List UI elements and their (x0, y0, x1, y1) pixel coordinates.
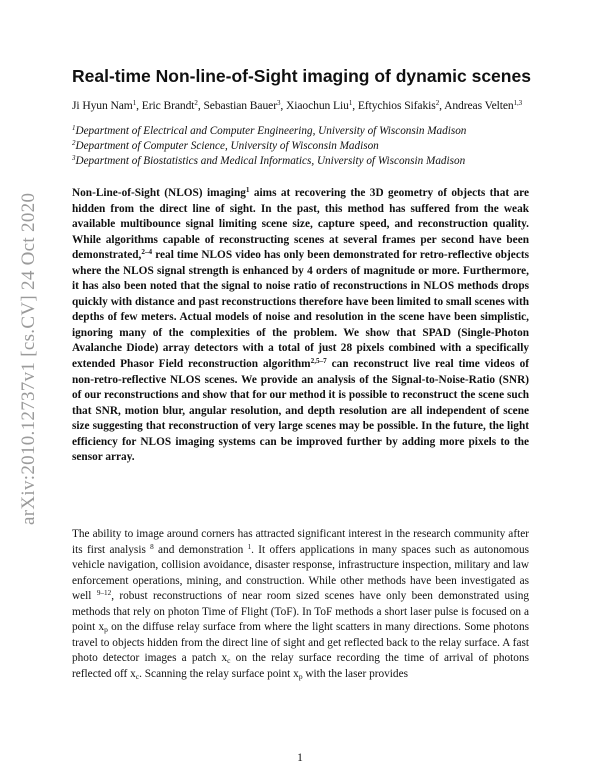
citation-ref: 2,5–7 (310, 357, 327, 366)
author-affiliation-mark: 2 (194, 99, 198, 107)
math-subscript: c (135, 671, 140, 681)
arxiv-identifier-stamp (18, 192, 40, 525)
author-name: Eric Brandt (141, 99, 195, 112)
citation-ref: 2–4 (141, 248, 153, 257)
author-name: Ji Hyun Nam (72, 99, 133, 112)
paper-title: Real-time Non-line-of-Sight imaging of dynamic scenes (72, 66, 531, 86)
affiliation-text: Department of Computer Science, University of Wisconsin Madison (75, 140, 379, 152)
author-name: Andreas Velten (444, 99, 514, 112)
author-list: Ji Hyun Nam$^1$, Eric Brandt$^2$, Sebastian Bauer$^3$, Xiaochun Liu$^1$, Eftychios Sifakis$^2$, Andreas Velten$^{1,3}$ (72, 99, 523, 112)
math-subscript: c (227, 656, 231, 666)
affiliation-line (72, 155, 465, 167)
citation-ref: 1 (245, 186, 250, 194)
abstract-paragraph: Non-Line-of-Sight (NLOS) imaging$^1$ aims at recovering the 3D geometry of objects that are hidden from the direct line of sight. In the past, this method has suffered from the weak available multibounce signal limiting scene size, capture speed, and reconstruction quality. While algorithms capable of reconstructing scenes at several frames per second have been demonstrated,$^{2-4}$ real time NLOS video has only been demonstrated for retro-reflective objects where the NLOS signal strength is enhanced by 4 orders of magnitude or more. Furthermore, it has also been noted that the signal to noise ratio of reconstructions in NLOS methods drops quickly with distance and past reconstructions therefore have been limited to small scenes with depths of few meters. Actual models of noise and resolution in the scene have been simplistic, ignoring many of the complexities of the problem. We show that SPAD (Single-Photon Avalanche Diode) array detectors with a total of just 28 pixels combined with a specifically extended Phasor Field reconstruction algorithm$^{2,5-7}$ can reconstruct live real time videos of non-retro-reflective NLOS scenes. We provide an analysis of the Signal-to-Noise-Ratio (SNR) of our reconstructions and show that for our method it is possible to reconstruct the scene such that SNR, motion blur, angular resolution, and depth resolution are all independent of scene size suggesting that reconstruction of very large scenes may be possible. In the future, the light efficiency for NLOS imaging systems can be improved further by adding more pixels to the sensor array. (72, 186, 529, 464)
affiliation-line (72, 125, 466, 137)
math-subscript: p (298, 671, 303, 681)
author-affiliation-mark: 1 (348, 99, 353, 107)
abstract (72, 186, 529, 466)
citation-ref: 9–12 (96, 589, 112, 598)
author-name: Sebastian Bauer (203, 99, 277, 112)
author-affiliation-mark: 3 (276, 99, 281, 107)
author-name: Eftychios Sifakis (357, 99, 436, 112)
arxiv-identifier-text: arXiv:2010.12737v1 [cs.CV] 24 Oct 2020 (18, 192, 39, 525)
page-number: 1 (297, 752, 303, 764)
author-affiliation-mark: 1 (132, 99, 137, 107)
affiliation-number: 2 (72, 139, 76, 147)
citation-ref: 8 (150, 542, 154, 551)
affiliation-line (72, 140, 379, 152)
affiliation-text: Department of Electrical and Computer Engineering, University of Wisconsin Madison (75, 125, 467, 137)
affiliation-number: 3 (72, 154, 76, 162)
body-paragraph: The ability to image around corners has attracted significant interest in the research community after its first analysis $^8$ and demonstration $^1$. It offers applications in many spaces such as autonomous vehicle navigation, collision avoidance, disaster response, infrastructure inspection, military and law enforcement operations, mining, and construction. While other methods have been investigated as well $^{9-12}$, robust reconstructions of near room sized scenes have only been demonstrated using methods that rely on photon Time of Flight (ToF). In ToF methods a short laser pulse is focused on a point $x_p$ on the diffuse relay surface from where the light scatters in many directions. Some photons travel to objects hidden from the direct line of sight and get reflected back to the relay surface. A fast photo detector images a patch $x_c$ on the relay surface recording the time of arrival of photons reflected off $x_c$. Scanning the relay surface point $x_p$ with the laser provides (72, 528, 529, 681)
author-affiliation-mark: 2 (435, 99, 440, 107)
citation-ref: 1 (247, 542, 252, 551)
author-name: Xiaochun Liu (285, 99, 349, 112)
affiliation-number: 1 (72, 124, 76, 132)
affiliation-text: Department of Biostatistics and Medical Informatics, University of Wisconsin Madison (75, 155, 466, 167)
body-text (72, 527, 529, 682)
math-subscript: p (104, 625, 108, 635)
author-affiliation-mark: 1,3 (513, 99, 523, 107)
